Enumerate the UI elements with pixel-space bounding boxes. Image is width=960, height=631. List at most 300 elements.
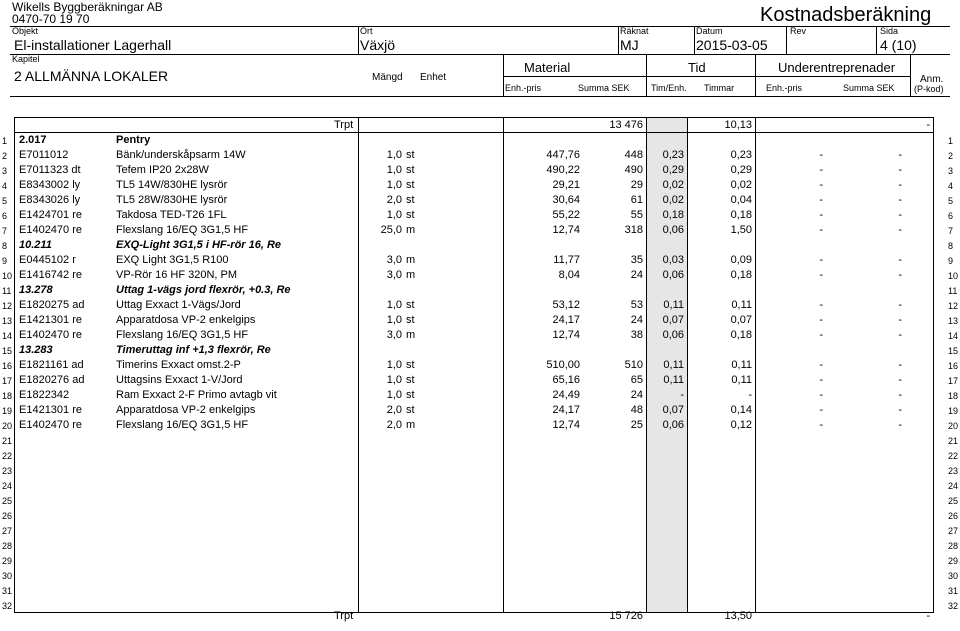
cell-code: E1424701 re <box>19 209 82 221</box>
line-number-right: 4 <box>948 181 954 191</box>
cell-timmar: 0,14 <box>730 404 752 416</box>
table-row <box>0 133 960 148</box>
cell-ue1: - <box>819 329 823 341</box>
cell-sum: 24 <box>630 269 643 281</box>
line-number-left: 32 <box>2 601 13 611</box>
cell-sum: 24 <box>630 314 643 326</box>
cell-sum: 55 <box>630 209 643 221</box>
cell-code: E1822342 <box>19 389 70 401</box>
cell-tim: 0,07 <box>662 404 684 416</box>
line-number-right: 20 <box>948 421 959 431</box>
cell-timmar: 0,04 <box>730 194 752 206</box>
cell-qty: 1,0 <box>386 374 402 386</box>
cell-sum: 510 <box>624 359 643 371</box>
cell-ue1: - <box>819 404 823 416</box>
hdr-div-7 <box>646 54 647 96</box>
table-row <box>0 313 960 328</box>
table-row <box>0 238 960 253</box>
line-number-right: 3 <box>948 166 954 176</box>
cell-qty: 1,0 <box>386 149 402 161</box>
cell-desc: Flexslang 16/EQ 3G1,5 HF <box>116 419 249 431</box>
cell-tim: 0,02 <box>662 194 684 206</box>
cell-ue1: - <box>819 179 823 191</box>
line-number-right: 2 <box>948 151 954 161</box>
line-number-right: 17 <box>948 376 959 386</box>
cell-timmar: 0,23 <box>730 149 752 161</box>
table-row <box>0 418 960 433</box>
cell-ue2: - <box>898 329 902 341</box>
cell-sum: 25 <box>630 419 643 431</box>
line-number-left: 10 <box>2 271 13 281</box>
cell-tim: 0,29 <box>662 164 684 176</box>
table-row <box>0 163 960 178</box>
table-row <box>0 448 960 463</box>
cell-unit: st <box>406 194 415 206</box>
cell-code: E1421301 re <box>19 314 82 326</box>
cell-sum: 29 <box>630 179 643 191</box>
cell-qty: 1,0 <box>386 389 402 401</box>
cell-timmar: 0,07 <box>730 314 752 326</box>
col-mangd: Mängd <box>372 72 403 83</box>
line-number-right: 21 <box>948 436 959 446</box>
cell-price: 24,49 <box>552 389 580 401</box>
table-row <box>0 283 960 298</box>
line-number-left: 2 <box>2 151 8 161</box>
table-top-line <box>14 117 934 118</box>
cell-price: 65,16 <box>552 374 580 386</box>
cell-ue1: - <box>819 374 823 386</box>
header-line-1 <box>10 26 950 27</box>
col-timmar: Timmar <box>704 83 735 93</box>
cell-timmar: 0,09 <box>730 254 752 266</box>
line-number-right: 15 <box>948 346 959 356</box>
cell-price: 55,22 <box>552 209 580 221</box>
table-row <box>0 193 960 208</box>
label-sida: Sida <box>880 26 899 36</box>
line-number-left: 8 <box>2 241 8 251</box>
cell-qty: 1,0 <box>386 359 402 371</box>
trpt-bottom-ue: - <box>926 610 930 622</box>
line-number-left: 30 <box>2 571 13 581</box>
value-objekt: El-installationer Lagerhall <box>14 37 172 53</box>
line-number-left: 5 <box>2 196 8 206</box>
cell-tim: 0,23 <box>662 149 684 161</box>
cell-ue2: - <box>898 419 902 431</box>
col-pkod: (P-kod) <box>914 84 944 94</box>
cell-price: 24,17 <box>552 314 580 326</box>
cell-sum: 38 <box>630 329 643 341</box>
hdr-div-6 <box>503 54 504 96</box>
cell-qty: 3,0 <box>386 254 402 266</box>
line-number-left: 3 <box>2 166 8 176</box>
cell-code: E1402470 re <box>19 419 82 431</box>
cell-price: 12,74 <box>552 419 580 431</box>
label-ort: Ort <box>360 26 373 36</box>
label-objekt: Objekt <box>12 26 39 36</box>
col-enhet: Enhet <box>420 72 447 83</box>
cell-desc: Timerins Exxact omst.2-P <box>116 359 241 371</box>
cell-unit: st <box>406 374 415 386</box>
cell-price: 11,77 <box>553 254 580 266</box>
cell-ue1: - <box>819 299 823 311</box>
hdr-div-3 <box>694 26 695 54</box>
table-row <box>0 433 960 448</box>
cell-tim: 0,06 <box>662 224 684 236</box>
line-number-left: 4 <box>2 181 8 191</box>
cell-ue2: - <box>898 374 902 386</box>
line-number-right: 6 <box>948 211 954 221</box>
cell-ue2: - <box>898 314 902 326</box>
header-line-2 <box>10 54 950 55</box>
line-number-left: 15 <box>2 346 13 356</box>
cell-desc: Takdosa TED-T26 1FL <box>116 209 227 221</box>
company-name: Wikells Byggberäkningar AB <box>12 0 163 14</box>
table-row <box>0 583 960 598</box>
cell-tim: 0,03 <box>662 254 684 266</box>
trpt-bottom-timmar: 13,50 <box>724 610 752 622</box>
line-number-left: 6 <box>2 211 8 221</box>
trpt-top-material: 13 476 <box>609 119 643 131</box>
trpt-top-label: Trpt <box>334 119 354 131</box>
cell-sum: 490 <box>624 164 643 176</box>
hdr-div-5 <box>876 26 877 54</box>
cell-code: 13.278 <box>19 284 53 296</box>
cell-code: E7011323 dt <box>19 164 81 176</box>
cell-code: E1416742 re <box>19 269 82 281</box>
cell-timmar: 0,11 <box>731 359 752 371</box>
line-number-left: 9 <box>2 256 8 266</box>
cell-ue2: - <box>898 224 902 236</box>
table-row <box>0 268 960 283</box>
cell-code: E1820276 ad <box>19 374 85 386</box>
cell-sum: 448 <box>624 149 643 161</box>
cell-price: 510,00 <box>546 359 580 371</box>
cell-timmar: 0,18 <box>730 269 752 281</box>
label-kapitel: Kapitel <box>12 54 40 64</box>
cell-ue1: - <box>819 164 823 176</box>
line-number-left: 14 <box>2 331 13 341</box>
cell-tim: 0,11 <box>663 299 684 311</box>
line-number-left: 12 <box>2 301 13 311</box>
line-number-right: 11 <box>948 286 958 296</box>
cell-desc: Apparatdosa VP-2 enkelgips <box>116 404 256 416</box>
col-material: Material <box>524 60 571 75</box>
cell-timmar: 0,11 <box>731 299 752 311</box>
line-number-right: 1 <box>948 136 954 146</box>
cell-code: E8343002 ly <box>19 179 81 191</box>
cell-desc: Flexslang 16/EQ 3G1,5 HF <box>116 224 249 236</box>
table-row <box>0 298 960 313</box>
cell-qty: 3,0 <box>386 329 402 341</box>
value-sida: 4 (10) <box>880 37 917 53</box>
line-number-right: 31 <box>948 586 959 596</box>
line-number-left: 21 <box>2 436 13 446</box>
cell-code: E7011012 <box>19 149 69 161</box>
cell-sum: 61 <box>630 194 643 206</box>
cell-qty: 2,0 <box>386 194 402 206</box>
line-number-left: 31 <box>2 586 13 596</box>
label-rev: Rev <box>790 26 807 36</box>
cell-desc: Uttagsins Exxact 1-V/Jord <box>116 374 243 386</box>
line-number-right: 27 <box>948 526 959 536</box>
line-number-left: 20 <box>2 421 13 431</box>
cell-desc: TL5 14W/830HE lysrör <box>116 179 228 191</box>
cell-code: E1402470 re <box>19 224 82 236</box>
cell-desc: Pentry <box>116 134 151 146</box>
cell-ue1: - <box>819 314 823 326</box>
cell-timmar: 0,11 <box>731 374 752 386</box>
line-number-right: 18 <box>948 391 959 401</box>
cell-tim: 0,06 <box>662 329 684 341</box>
cell-sum: 65 <box>630 374 643 386</box>
line-number-left: 17 <box>2 376 13 386</box>
col-tim-enh: Tim/Enh. <box>651 83 687 93</box>
cell-price: 24,17 <box>552 404 580 416</box>
table-row <box>0 178 960 193</box>
company-phone: 0470-70 19 70 <box>12 12 90 26</box>
table-row <box>0 373 960 388</box>
line-number-right: 7 <box>948 226 954 236</box>
cell-sum: 318 <box>624 224 643 236</box>
cell-timmar: 0,02 <box>730 179 752 191</box>
cell-timmar: - <box>748 389 752 401</box>
cell-price: 490,22 <box>546 164 580 176</box>
table-row <box>0 388 960 403</box>
line-number-left: 29 <box>2 556 13 566</box>
table-row <box>0 223 960 238</box>
cell-sum: 48 <box>630 404 643 416</box>
cell-ue2: - <box>898 359 902 371</box>
cell-qty: 25,0 <box>380 224 402 236</box>
cell-qty: 1,0 <box>386 314 402 326</box>
cell-tim: 0,07 <box>662 314 684 326</box>
cell-desc: TL5 28W/830HE lysrör <box>116 194 228 206</box>
hdr-div-9 <box>910 54 911 96</box>
cell-ue1: - <box>819 389 823 401</box>
trpt-bottom-material: 15 726 <box>609 610 643 622</box>
cell-ue2: - <box>898 149 902 161</box>
line-number-right: 14 <box>948 331 959 341</box>
cell-unit: st <box>406 359 415 371</box>
cell-timmar: 0,29 <box>730 164 752 176</box>
cell-ue1: - <box>819 224 823 236</box>
table-row <box>0 343 960 358</box>
line-number-right: 8 <box>948 241 954 251</box>
cell-code: E1821161 ad <box>19 359 84 371</box>
table-row <box>0 568 960 583</box>
table-row <box>0 403 960 418</box>
cell-ue1: - <box>819 149 823 161</box>
cell-desc: EXQ-Light 3G1,5 i HF-rör 16, Re <box>116 239 282 251</box>
cell-qty: 1,0 <box>386 164 402 176</box>
cell-ue1: - <box>819 359 823 371</box>
cell-qty: 2,0 <box>386 419 402 431</box>
hdr-div-8 <box>755 54 756 96</box>
col-enh-pris-material: Enh.-pris <box>505 83 542 93</box>
hdr-div-4 <box>786 26 787 54</box>
cell-desc: EXQ Light 3G1,5 R100 <box>116 254 229 266</box>
cell-tim: 0,11 <box>663 359 684 371</box>
cell-desc: Ram Exxact 2-F Primo avtagb vit <box>116 389 277 401</box>
cell-desc: VP-Rör 16 HF 320N, PM <box>116 269 238 281</box>
line-number-left: 13 <box>2 316 13 326</box>
cell-unit: st <box>406 389 415 401</box>
cell-ue2: - <box>898 299 902 311</box>
cell-desc: Uttag Exxact 1-Vägs/Jord <box>116 299 241 311</box>
table-row <box>0 553 960 568</box>
cell-desc: Bänk/underskåpsarm 14W <box>116 149 246 161</box>
line-number-left: 27 <box>2 526 13 536</box>
value-datum: 2015-03-05 <box>696 37 768 53</box>
line-number-left: 22 <box>2 451 13 461</box>
cell-tim: 0,18 <box>662 209 684 221</box>
hdr-div-2 <box>618 26 619 54</box>
cell-price: 447,76 <box>546 149 580 161</box>
cell-timmar: 0,18 <box>730 329 752 341</box>
cell-price: 12,74 <box>552 329 580 341</box>
cell-sum: 35 <box>630 254 643 266</box>
col-summa-ue: Summa SEK <box>843 83 895 93</box>
cell-unit: m <box>406 329 416 341</box>
cell-unit: st <box>406 404 415 416</box>
line-number-left: 23 <box>2 466 13 476</box>
cell-ue1: - <box>819 269 823 281</box>
line-number-right: 30 <box>948 571 959 581</box>
line-number-right: 29 <box>948 556 959 566</box>
cell-qty: 1,0 <box>386 209 402 221</box>
cell-unit: m <box>406 224 416 236</box>
line-number-left: 25 <box>2 496 13 506</box>
line-number-right: 25 <box>948 496 959 506</box>
line-number-right: 12 <box>948 301 959 311</box>
document-title: Kostnadsberäkning <box>760 4 932 26</box>
header-subline <box>503 76 910 77</box>
cell-desc: Uttag 1-vägs jord flexrör, +0.3, Re <box>116 284 291 296</box>
hdr-div-1 <box>358 26 359 54</box>
table-row <box>0 598 960 613</box>
cell-qty: 1,0 <box>386 299 402 311</box>
cell-unit: st <box>406 179 415 191</box>
cell-unit: st <box>406 299 415 311</box>
value-ort: Växjö <box>360 37 396 53</box>
cell-price: 53,12 <box>552 299 580 311</box>
cell-tim: 0,06 <box>662 269 684 281</box>
cell-ue1: - <box>819 209 823 221</box>
table-row <box>0 523 960 538</box>
cell-unit: m <box>406 419 416 431</box>
line-number-left: 18 <box>2 391 13 401</box>
line-number-left: 7 <box>2 226 8 236</box>
cell-desc: Apparatdosa VP-2 enkelgips <box>116 314 256 326</box>
line-number-right: 19 <box>948 406 959 416</box>
line-number-left: 11 <box>2 286 12 296</box>
line-number-right: 9 <box>948 256 954 266</box>
line-number-right: 16 <box>948 361 959 371</box>
cell-qty: 1,0 <box>386 179 402 191</box>
cell-unit: st <box>406 149 415 161</box>
line-number-left: 1 <box>2 136 8 146</box>
cell-ue2: - <box>898 194 902 206</box>
cell-desc: Tefem IP20 2x28W <box>116 164 209 176</box>
cell-desc: Timeruttag inf +1,3 flexrör, Re <box>116 344 271 356</box>
line-number-right: 22 <box>948 451 959 461</box>
cell-code: 2.017 <box>19 134 47 146</box>
col-anm: Anm. <box>920 74 944 85</box>
table-row <box>0 148 960 163</box>
table-row <box>0 463 960 478</box>
line-number-right: 10 <box>948 271 959 281</box>
cell-ue1: - <box>819 419 823 431</box>
table-row <box>0 358 960 373</box>
cell-ue2: - <box>898 209 902 221</box>
line-number-right: 23 <box>948 466 959 476</box>
cell-timmar: 0,12 <box>730 419 752 431</box>
cell-ue2: - <box>898 269 902 281</box>
line-number-right: 13 <box>948 316 959 326</box>
trpt-bottom-label: Trpt <box>334 610 354 622</box>
cell-ue2: - <box>898 404 902 416</box>
cell-qty: 3,0 <box>386 269 402 281</box>
label-datum: Datum <box>696 26 723 36</box>
line-number-right: 5 <box>948 196 954 206</box>
cell-unit: m <box>406 269 416 281</box>
cell-sum: 53 <box>630 299 643 311</box>
cell-unit: st <box>406 164 415 176</box>
cell-tim: 0,02 <box>662 179 684 191</box>
line-number-left: 19 <box>2 406 13 416</box>
line-number-left: 24 <box>2 481 13 491</box>
line-number-left: 16 <box>2 361 13 371</box>
cell-desc: Flexslang 16/EQ 3G1,5 HF <box>116 329 249 341</box>
line-number-right: 28 <box>948 541 959 551</box>
cell-timmar: 1,50 <box>730 224 752 236</box>
line-number-right: 32 <box>948 601 959 611</box>
table-row <box>0 208 960 223</box>
col-underentreprenader: Underentreprenader <box>778 60 896 75</box>
line-number-right: 26 <box>948 511 959 521</box>
cell-sum: 24 <box>630 389 643 401</box>
cell-ue2: - <box>898 254 902 266</box>
cell-qty: 2,0 <box>386 404 402 416</box>
cell-price: 12,74 <box>552 224 580 236</box>
cell-tim: 0,11 <box>663 374 684 386</box>
col-tid: Tid <box>688 60 706 75</box>
cell-code: 13.283 <box>19 344 53 356</box>
cell-unit: st <box>406 209 415 221</box>
label-raknat: Räknat <box>620 26 649 36</box>
table-row <box>0 538 960 553</box>
cell-ue2: - <box>898 164 902 176</box>
cell-price: 30,64 <box>552 194 580 206</box>
line-number-left: 28 <box>2 541 13 551</box>
trpt-top-timmar: 10,13 <box>724 119 752 131</box>
cell-code: E1421301 re <box>19 404 82 416</box>
value-kapitel: 2 ALLMÄNNA LOKALER <box>14 68 169 84</box>
table-row <box>0 508 960 523</box>
line-number-left: 26 <box>2 511 13 521</box>
line-number-right: 24 <box>948 481 959 491</box>
cell-tim: - <box>680 389 684 401</box>
cell-price: 8,04 <box>558 269 580 281</box>
table-row <box>0 493 960 508</box>
cell-code: E8343026 ly <box>19 194 81 206</box>
cell-unit: st <box>406 314 415 326</box>
cell-code: 10.211 <box>19 239 52 251</box>
col-enh-pris-ue: Enh.-pris <box>766 83 803 93</box>
cell-ue1: - <box>819 194 823 206</box>
cell-ue2: - <box>898 179 902 191</box>
table-row <box>0 478 960 493</box>
